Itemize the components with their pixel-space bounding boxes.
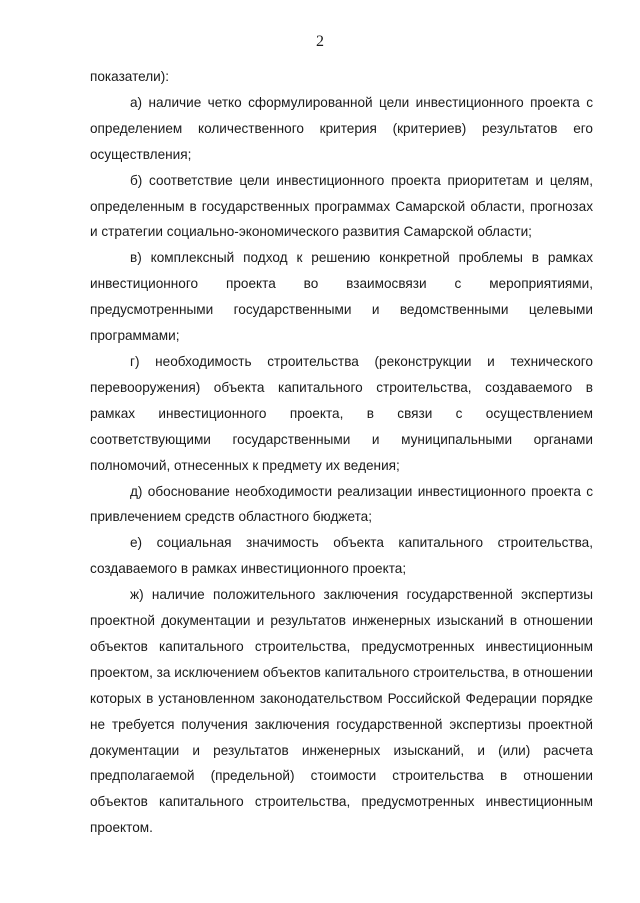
list-item-g: г) необходимость строительства (реконструкции и технического перевооружения) объекта капитального строительства, создаваемого в рамках инвестиционного проекта, в связи с осуществлением соответствующими государственными и муниципальными органами полномочий, отнесенных к предмету их ведения; — [90, 353, 593, 473]
lead-text: показатели): — [90, 69, 170, 84]
list-item-d: д) обоснование необходимости реализации инвестиционного проекта с привлечением средств областного бюджета; — [90, 483, 593, 525]
list-item-zh: ж) наличие положительного заключения государственной экспертизы проектной документации и результатов инженерных изысканий в отношении объектов капитального строительства, предусмотренных инвестиционным проектом, за исключением объектов капитального строительства, в отношении которых в установленном законодательством Российской Федерации порядке не требуется получения заключения государственной экспертизы проектной документации и результатов инженерных изысканий, и (или) расчета предполагаемой (предельной) стоимости строительства в отношении объектов капитального строительства, предусмотренных инвестиционным проектом. — [90, 587, 593, 836]
list-item-b: б) соответствие цели инвестиционного проекта приоритетам и целям, определенным в государственных программах Самарской области, прогнозах и стратегии социально-экономического развития Самарской области; — [90, 172, 593, 240]
list-item-v: в) комплексный подход к решению конкретной проблемы в рамках инвестиционного проекта во взаимосвязи с мероприятиями, предусмотренными государственными и ведомственными целевыми программами; — [90, 250, 593, 344]
list-item-a: а) наличие четко сформулированной цели инвестиционного проекта с определением количественного критерия (критериев) результатов его осуществления; — [90, 94, 593, 162]
page-number: 2 — [316, 33, 324, 50]
document-body — [90, 64, 593, 841]
list-item-e: е) социальная значимость объекта капитального строительства, создаваемого в рамках инвестиционного проекта; — [90, 535, 593, 577]
